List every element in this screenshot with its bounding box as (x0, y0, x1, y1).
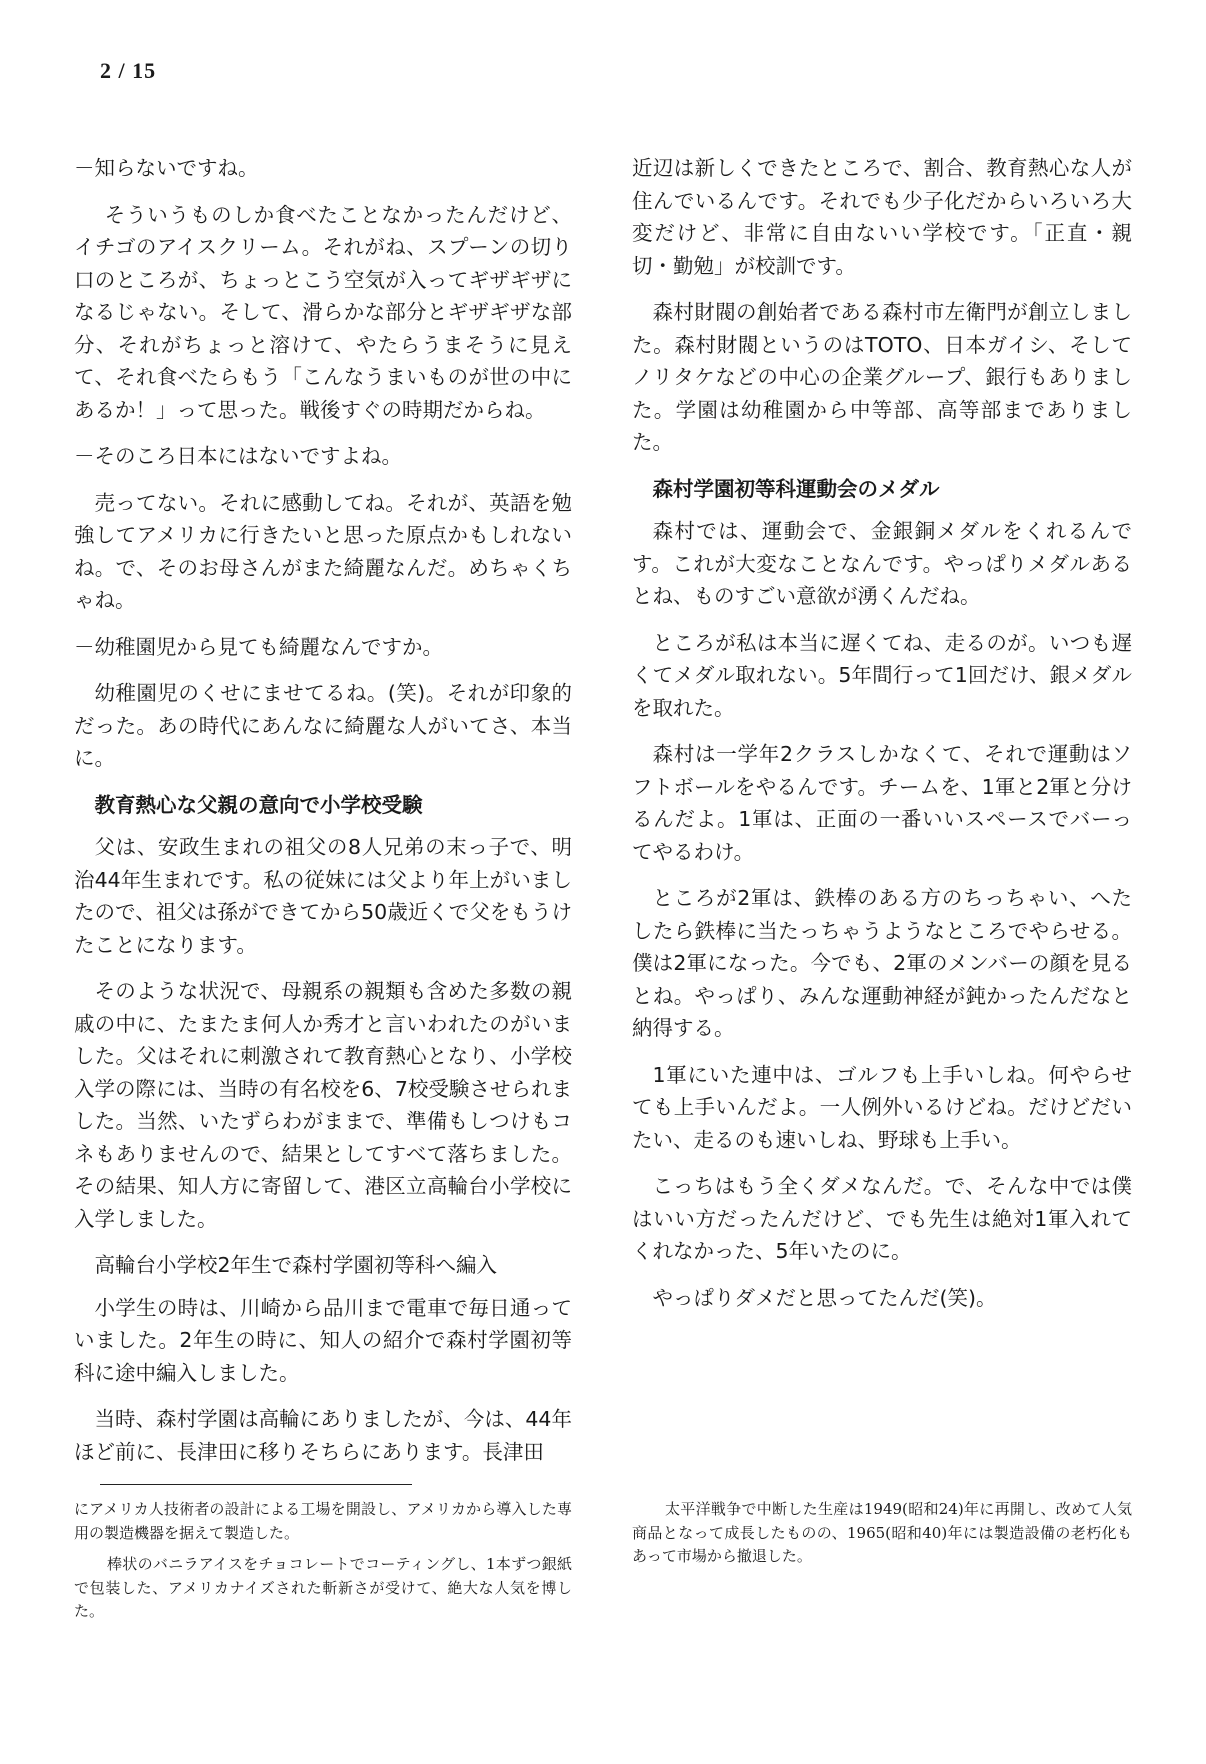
paragraph: こっちはもう全くダメなんだ。で、そんな中では僕はいい方だったんだけど、でも先生は絶対1軍入れてくれなかった、5年いたのに。 (632, 1174, 1132, 1263)
footnote: にアメリカ人技術者の設計による工場を開設し、アメリカから導入した専用の製造機器を据えて製造した。 (74, 1500, 572, 1542)
paragraph: 幼稚園児のくせにませてるね。(笑)。それが印象的だった。あの時代にあんなに綺麗な人がいてさ、本当に。 (74, 681, 572, 770)
paragraph: 森村財閥の創始者である森村市左衛門が創立しました。森村財閥というのはTOTO、日本ガイシ、そしてノリタケなどの中心の企業グループ、銀行もありました。学園は幼稚園から中等部、高等部までありました。 (632, 300, 1132, 454)
paragraph: やっぱりダメだと思ってたんだ(笑)。 (652, 1285, 997, 1310)
footnotes-left (74, 1498, 572, 1632)
paragraph: 森村では、運動会で、金銀銅メダルをくれるんです。これが大変なことなんです。やっぱりメダルあるとね、ものすごい意欲が湧くんだね。 (632, 519, 1132, 608)
paragraph: ところが私は本当に遅くてね、走るのが。いつも遅くてメダル取れない。5年間行って1回だけ、銀メダルを取れた。 (632, 630, 1132, 720)
paragraph: 小学生の時は、川崎から品川まで電車で毎日通っていました。2年生の時に、知人の紹介で森村学園初等科に途中編入しました。 (74, 1295, 572, 1385)
subheading: 高輪台小学校2年生で森村学園初等科へ編入 (94, 1253, 498, 1277)
paragraph: 当時、森村学園は高輪にありましたが、今は、44年ほど前に、長津田に移りそちらにあります。長津田 (74, 1407, 572, 1464)
paragraph: 父は、安政生まれの祖父の8人兄弟の末っ子で、明治44年生まれです。私の従妹には父より年上がいましたので、祖父は孫ができてから50歳近くで父をもうけたことになります。 (74, 835, 572, 957)
section-heading: 森村学園初等科運動会のメダル (652, 476, 940, 501)
paragraph: そういうものしか食べたことなかったんだけど、イチゴのアイスクリーム。それがね、スプーンの切り口のところが、ちょっとこう空気が入ってギザギザになるじゃない。そして、滑らかな部分とギザギザな部分、それがちょっと溶けて、やたらうまそうに見えて、それ食べたらもう「こんなうまいものが世の中にあるか！」って思った。戦後すぐの時期だからね。 (74, 202, 572, 422)
footnote: 太平洋戦争で中断した生産は1949(昭和24)年に再開し、改めて人気商品となって成長したものの、1965(昭和40)年には製造設備の老朽化もあって市場から撤退した。 (632, 1500, 1132, 1565)
interview-question: －幼稚園児から見ても綺麗なんですか。 (74, 634, 443, 659)
page-number: 2 / 15 (100, 58, 157, 83)
paragraph: 森村は一学年2クラスしかなくて、それで運動はソフトボールをやるんです。チームを、1軍と2軍と分けるんだよ。1軍は、正面の一番いいスペースでバーってやるわけ。 (632, 742, 1132, 864)
right-column (632, 152, 1132, 1328)
paragraph: 近辺は新しくできたところで、割合、教育熱心な人が住んでいるんです。それでも少子化だからいろいろ大変だけど、非常に自由ないい学校です。「正直・親切・勤勉」が校訓です。 (632, 156, 1132, 278)
paragraph: 1軍にいた連中は、ゴルフも上手いしね。何やらせても上手いんだよ。一人例外いるけどね。だけどだいたい、走るのも速いしね、野球も上手い。 (632, 1062, 1132, 1152)
section-heading: 教育熱心な父親の意向で小学校受験 (94, 792, 423, 817)
interview-question: －知らないですね。 (74, 156, 259, 180)
left-column (74, 152, 572, 1482)
paragraph: 売ってない。それに感動してね。それが、英語を勉強してアメリカに行きたいと思った原点かもしれないね。で、そのお母さんがまた綺麗なんだ。めちゃくちゃね。 (74, 490, 572, 612)
paragraph: ところが2軍は、鉄棒のある方のちっちゃい、へたしたら鉄棒に当たっちゃうようなところでやらせる。僕は2軍になった。今でも、2軍のメンバーの顔を見るとね。やっぱり、みんな運動神経が鈍かったんだなと納得する。 (632, 886, 1132, 1040)
footnote: 棒状のバニラアイスをチョコレートでコーティングし、1本ずつ銀紙で包装した、アメリカナイズされた斬新さが受けて、絶大な人気を博した。 (74, 1555, 572, 1620)
footnotes-right (632, 1498, 1132, 1577)
paragraph: そのような状況で、母親系の親類も含めた多数の親戚の中に、たまたま何人か秀才と言いわれたのがいました。父はそれに刺激されて教育熱心となり、小学校入学の際には、当時の有名校を6、7校受験させられました。当然、いたずらわがままで、準備もしつけもコネもありませんので、結果としてすべて落ちました。その結果、知人方に寄留して、港区立高輪台小学校に入学しました。 (74, 979, 572, 1231)
footnote-rule (100, 1484, 412, 1485)
interview-question: －そのころ日本にはないですよね。 (74, 444, 402, 468)
